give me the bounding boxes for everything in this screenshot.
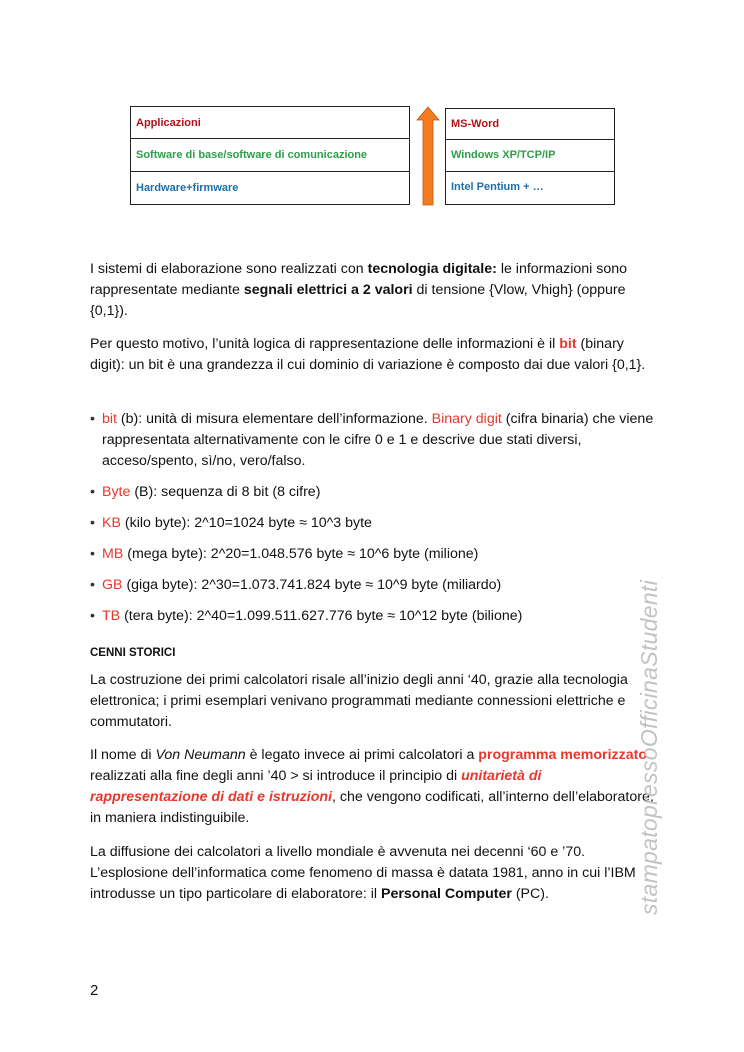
list-item: • GB (giga byte): 2^30=1.073.741.824 byte ≈ 10^9 byte (miliardo)	[90, 575, 660, 596]
paragraph-personal-computer: La diffusione dei calcolatori a livello mondiale è avvenuta nei decenni ‘60 e ’70. L’esplosione dell’informatica come fenomeno di massa è datata 1981, anno in cui l’IBM introdusse un tipo particolare di elaboratore: il Personal Computer (PC).	[90, 844, 636, 902]
layer-example-os: Windows XP/TCP/IP	[446, 140, 614, 171]
paragraph-digital-technology: I sistemi di elaborazione sono realizzati con tecnologia digitale: le informazioni sono rappresentate mediante segnali elettrici a 2 valori di tensione {Vlow, Vhigh} (oppure {0,1}).	[90, 261, 627, 319]
paragraph-history-first-computers: La costruzione dei primi calcolatori risale all’inizio degli anni ‘40, grazie alla tecnologia elettronica; i primi esemplari venivano programmati mediante connessioni elettriche e commutatori.	[90, 672, 628, 730]
layers-stack-example	[445, 108, 615, 205]
list-item: • Byte (B): sequenza di 8 bit (8 cifre)	[90, 482, 660, 503]
paragraph-von-neumann: Il nome di Von Neumann è legato invece ai primi calcolatori a programma memorizzato realizzati alla fine degli anni ’40 > si introduce il principio di unitarietà di rappresentazione di dati e istruzioni, che vengono codificati, all’interno dell’elaboratore, in maniera indistinguibile.	[90, 747, 654, 826]
layer-hardware: Hardware+firmware	[136, 181, 239, 194]
paragraph-bit-definition: Per questo motivo, l’unità logica di rappresentazione delle informazioni è il bit (binary digit): un bit è una grandezza il cui dominio di variazione è composto dai due valori {0,1}.	[90, 336, 646, 373]
watermark: stampatopressoOfficinaStudenti	[636, 579, 662, 915]
units-list	[90, 409, 660, 637]
layer-example-application: MS-Word	[446, 109, 614, 140]
list-item: • MB (mega byte): 2^20=1.048.576 byte ≈ 10^6 byte (milione)	[90, 544, 660, 565]
layer-example-hardware: Intel Pentium + …	[451, 181, 544, 194]
list-item: • bit (b): unità di misura elementare dell’informazione. Binary digit (cifra binaria) che viene rappresentata alternativamente con le cifre 0 e 1 e descrive due stati diversi, acceso/spento, sì/no, vero/falso.	[90, 409, 660, 472]
list-item: • TB (tera byte): 2^40=1.099.511.627.776 byte ≈ 10^12 byte (bilione)	[90, 606, 660, 627]
layer-diagram	[130, 106, 620, 206]
layer-applications: Applicazioni	[131, 107, 409, 139]
section-title: CENNI STORICI	[90, 647, 176, 659]
layers-stack-generic	[130, 106, 410, 205]
list-item: • KB (kilo byte): 2^10=1024 byte ≈ 10^3 byte	[90, 513, 660, 534]
up-arrow-icon	[416, 106, 440, 206]
layer-system-software: Software di base/software di comunicazione	[131, 139, 409, 171]
page-number: 2	[90, 982, 99, 999]
